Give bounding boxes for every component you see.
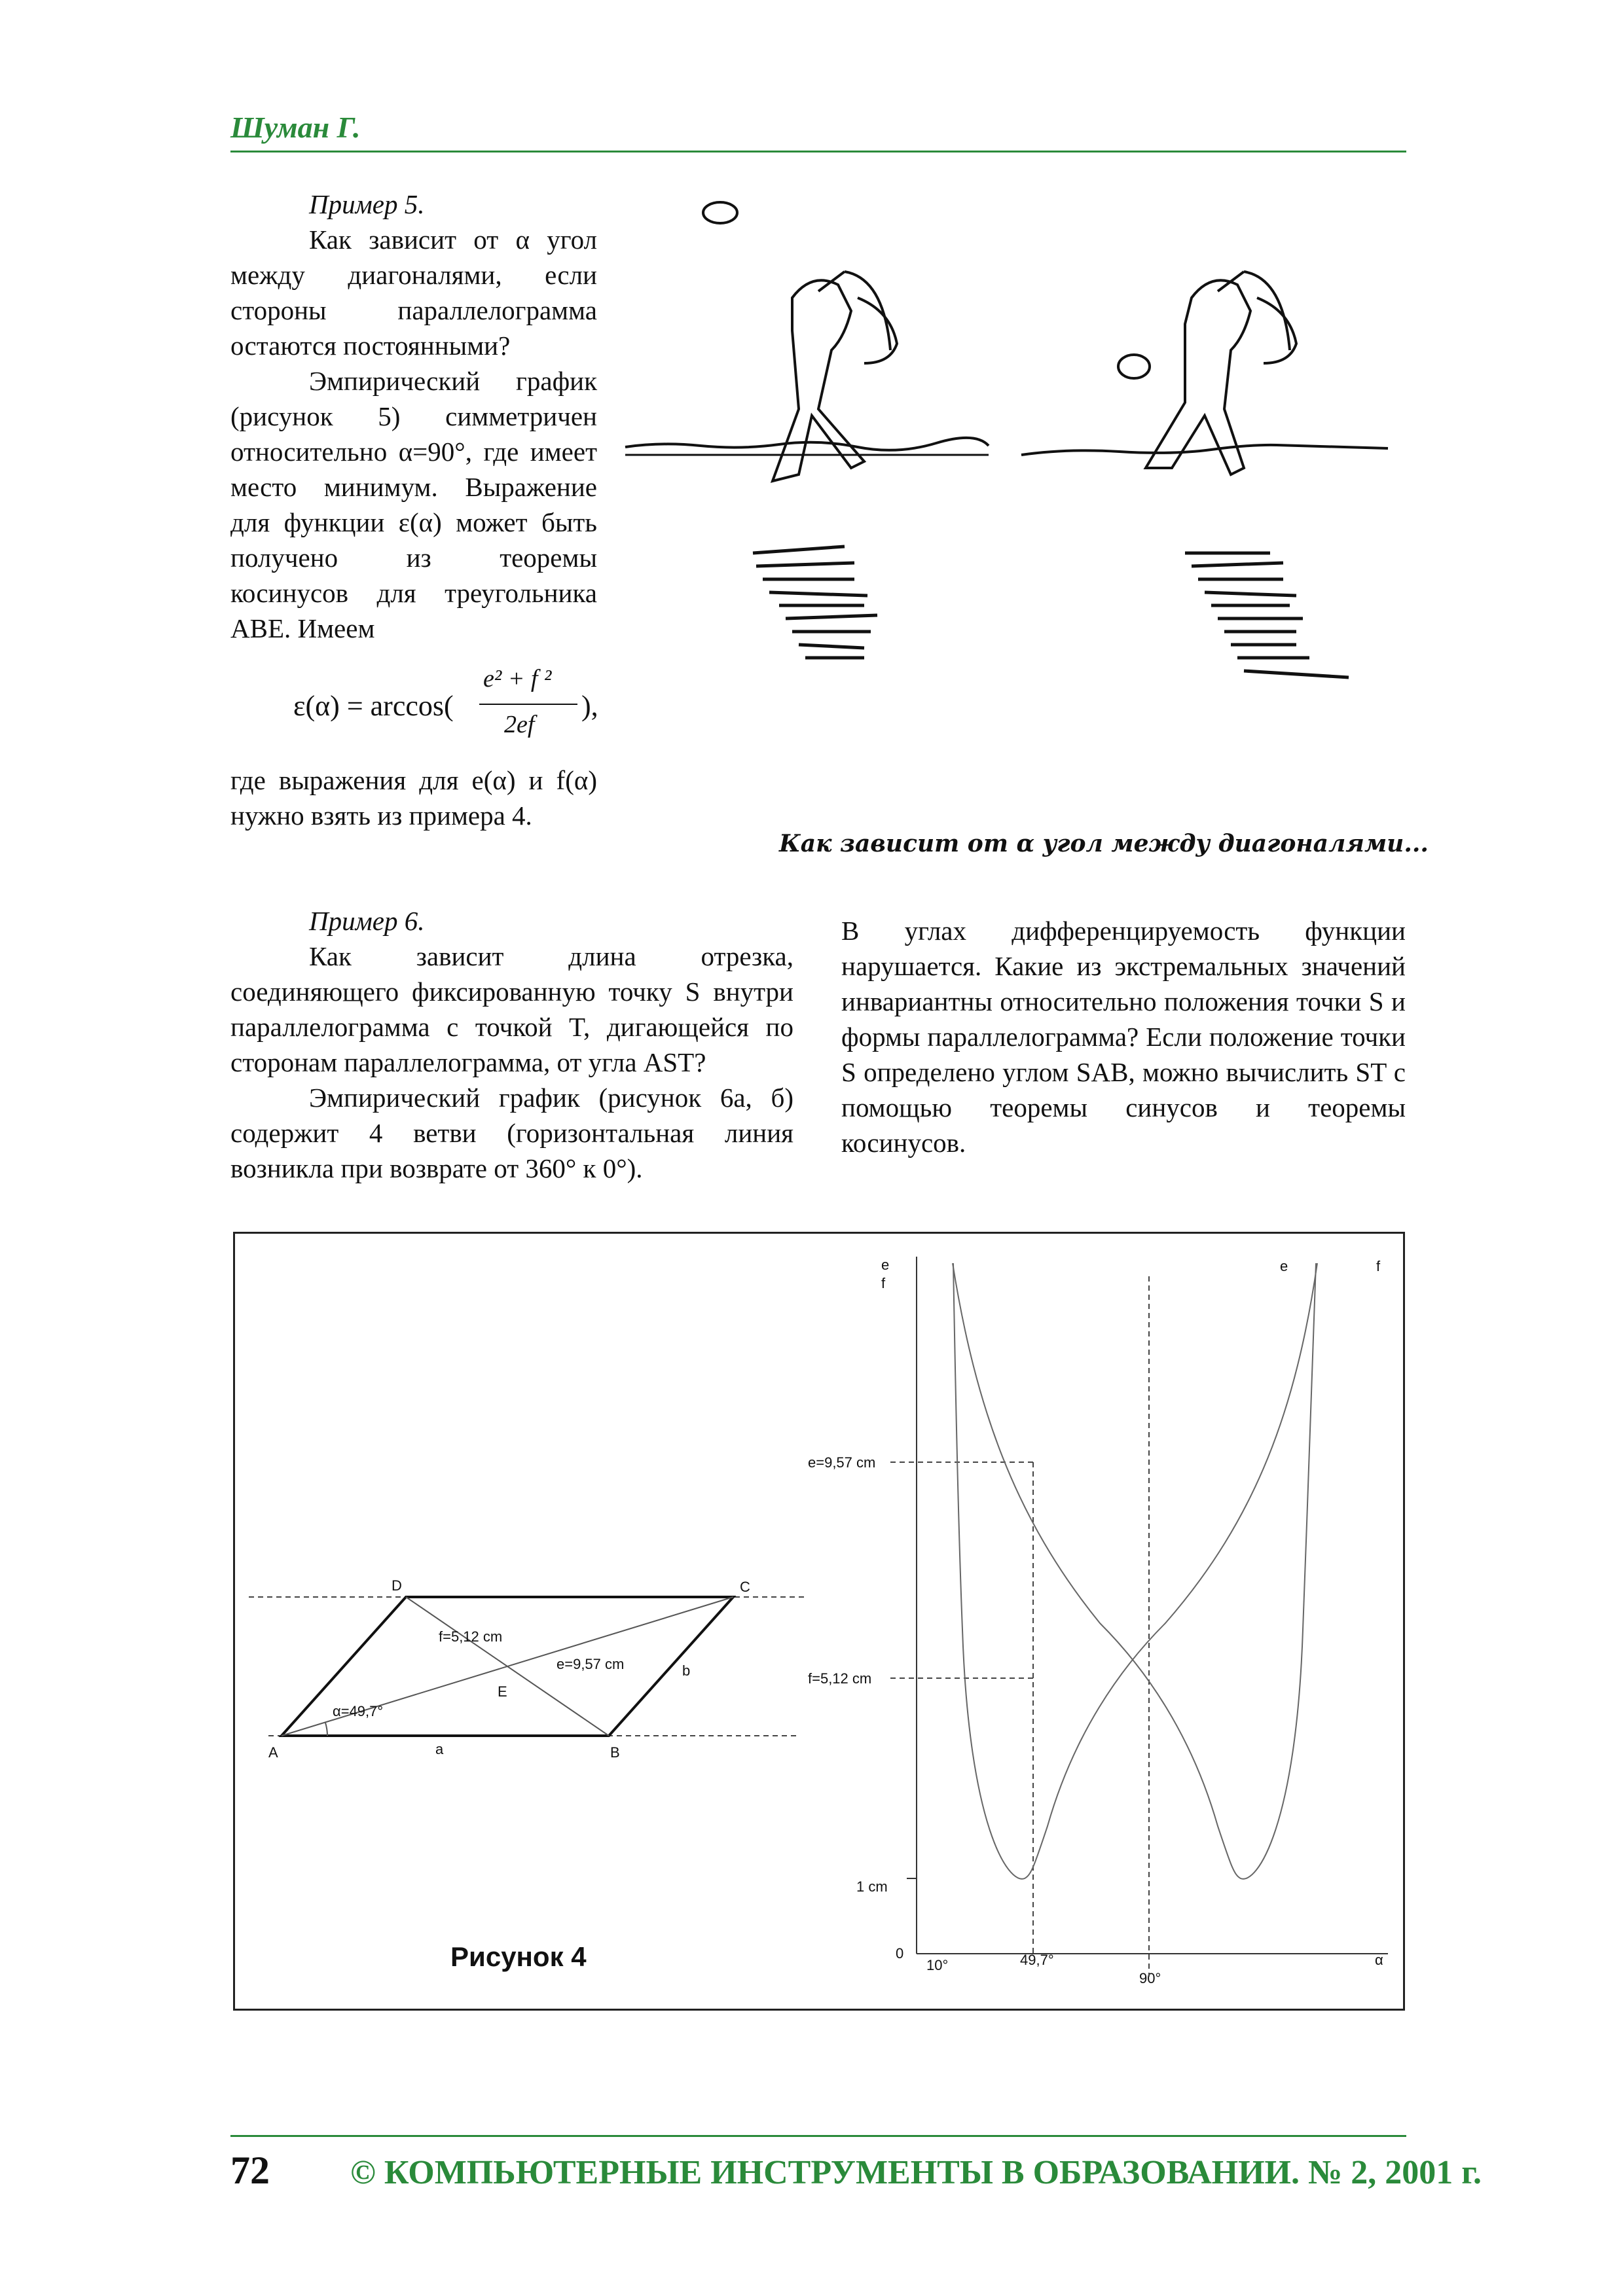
formula-denominator: 2ef	[504, 711, 535, 738]
example6-graph-note: Эмпирический график (рисунок 6а, б) содержит 4 ветви (горизонтальная линия возникла при возврате от 360° к 0°).	[230, 1083, 793, 1183]
page-number: 72	[230, 2149, 270, 2192]
sun-icon-left	[703, 202, 737, 223]
point-e: E	[498, 1683, 507, 1700]
origin-label: 0	[896, 1945, 904, 1962]
unit-label: 1 cm	[856, 1878, 888, 1895]
y-axis-label-f: f	[881, 1275, 886, 1291]
example6-title: Пример 6.	[309, 906, 425, 936]
formula-epsilon	[293, 664, 608, 749]
fraction-bar	[479, 704, 577, 705]
header-rule	[230, 151, 1406, 152]
x-tick-49: 49,7°	[1020, 1952, 1054, 1968]
y-axis-label-e: e	[881, 1257, 890, 1273]
alpha-label: α=49,7°	[333, 1703, 384, 1719]
f-value-label: f=5,12 cm	[808, 1670, 872, 1687]
curve-e	[953, 1263, 1316, 1879]
vertex-a: A	[268, 1744, 278, 1761]
hiker-cartoon	[622, 187, 1408, 756]
side-b: b	[682, 1662, 691, 1679]
example5-block	[230, 187, 597, 646]
e-value-label: e=9,57 cm	[808, 1454, 876, 1471]
e-f-chart	[799, 1237, 1401, 2006]
x-tick-10: 10°	[926, 1957, 949, 1973]
diagonal-e-label: e=9,57 cm	[556, 1656, 625, 1672]
curve-label-e: e	[1280, 1258, 1288, 1274]
example6-question: Как зависит длина отрезка, соединяющего фиксированную точку S внутри параллелограмма с точкой T, дигающейся по сторонам параллелограмма, от угла AST?	[230, 941, 793, 1077]
side-a: a	[435, 1741, 444, 1757]
example5-after-formula: где выражения для e(α) и f(α) нужно взять из примера 4.	[230, 765, 597, 831]
parallelogram-diagram	[242, 1558, 818, 1780]
alpha-arc	[325, 1723, 327, 1736]
footer-rule	[230, 2135, 1406, 2137]
formula-lhs: ε(α) = arccos(	[293, 690, 454, 722]
curve-f	[953, 1263, 1317, 1879]
figure4-caption: Рисунок 4	[450, 1941, 587, 1972]
x-tick-90: 90°	[1139, 1970, 1161, 1986]
journal-footer: © КОМПЬЮТЕРНЫЕ ИНСТРУМЕНТЫ В ОБРАЗОВАНИИ. № 2, 2001 г.	[350, 2154, 1482, 2191]
vertex-b: B	[610, 1744, 620, 1761]
x-axis-label: α	[1375, 1952, 1383, 1968]
example5-question: Как зависит от α угол между диагоналями, если стороны параллелограмма остаются постоянными?	[230, 224, 597, 361]
diagonal-f-label: f=5,12 cm	[439, 1628, 503, 1645]
running-header-author: Шуман Г.	[230, 111, 361, 144]
formula-rhs: ),	[581, 690, 598, 722]
example5-title: Пример 5.	[309, 189, 425, 219]
example6-left-column	[230, 903, 793, 1186]
vertex-c: C	[740, 1579, 750, 1595]
example6-right-column: В углах дифференцируемость функции нарушается. Какие из экстремальных значений инвариантны относительно положения точки S и формы параллелограмма? Если положение точки S определено углом SAB, можно вычислить ST с помощью теоремы синусов и теоремы косинусов.	[841, 916, 1406, 1158]
sun-icon-right	[1118, 355, 1150, 378]
curve-label-f: f	[1376, 1258, 1381, 1274]
vertex-d: D	[392, 1577, 402, 1594]
cartoon-caption: Как зависит от α угол между диагоналями...	[779, 830, 1429, 857]
example5-text: Эмпирический график (рисунок 5) симметричен относительно α=90°, где имеет место минимум. Выражение для функции ε(α) может быть получено из теоремы косинусов для треугольника ABE. Имеем	[230, 366, 597, 643]
formula-numerator: e² + f ²	[483, 665, 552, 692]
